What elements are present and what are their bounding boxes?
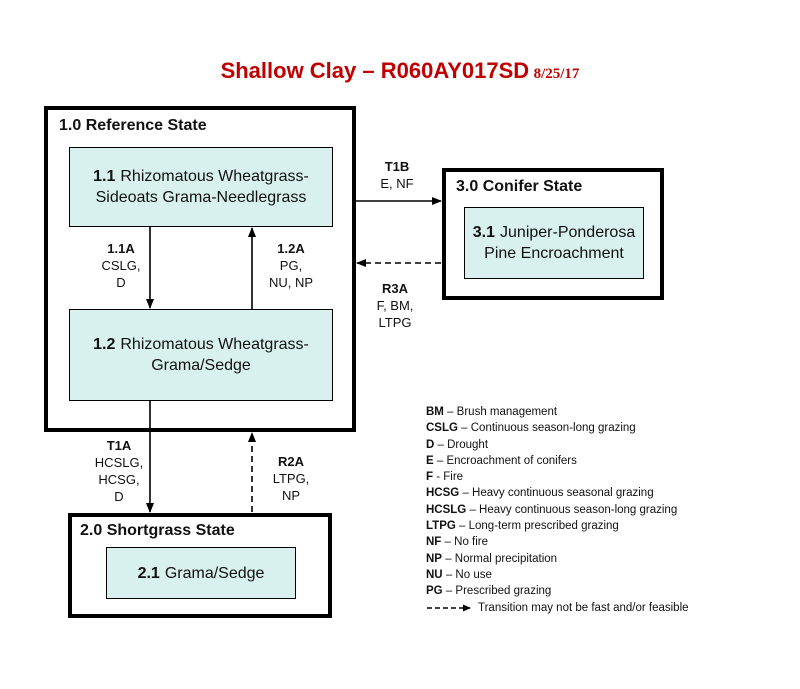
label-r2a-line2: NP xyxy=(281,488,301,503)
legend-item: HCSG – Heavy continuous seasonal grazing xyxy=(426,487,654,500)
community-3-1-number: 3.1 xyxy=(472,224,496,241)
label-t1a-line3: D xyxy=(114,489,124,504)
label-r2a-code: R2A xyxy=(277,454,304,469)
label-r3a-line1: F, BM, xyxy=(376,298,414,313)
community-1-1-name: Rhizomatous Wheatgrass-Sideoats Grama-Needlegrass xyxy=(95,168,309,206)
label-t1a xyxy=(84,437,154,505)
legend-item: F - Fire xyxy=(426,471,464,484)
label-r2a-line1: LTPG, xyxy=(272,471,310,486)
legend-item: HCSLG – Heavy continuous season-long grazing xyxy=(426,503,678,516)
label-r3a xyxy=(360,280,430,331)
label-1-1a-code: 1.1A xyxy=(107,241,135,256)
label-1-1a-line2: D xyxy=(116,275,126,290)
community-2-1-number: 2.1 xyxy=(137,564,160,582)
label-1-2a xyxy=(256,240,326,291)
label-t1b-code: T1B xyxy=(384,159,410,174)
label-1-2a-line2: NU, NP xyxy=(268,275,314,290)
reference-state-label: 1.0 Reference State xyxy=(59,117,207,134)
label-1-1a xyxy=(86,240,156,291)
title-main: Shallow Clay – R060AY017SD xyxy=(220,58,530,83)
label-r3a-line2: LTPG xyxy=(378,315,412,330)
label-1-1a-line1: CSLG, xyxy=(101,258,141,273)
legend-item: CSLG – Continuous season-long grazing xyxy=(426,422,636,435)
community-1-1-number: 1.1 xyxy=(93,168,116,185)
legend-dashed-note xyxy=(426,600,689,616)
label-t1b-line1: E, NF xyxy=(380,176,414,191)
community-3-1-name: Juniper-Ponderosa Pine Encroachment xyxy=(484,224,636,262)
label-t1a-line2: HCSG, xyxy=(98,472,140,487)
title-date: 8/25/17 xyxy=(533,66,580,82)
legend-item: NU – No use xyxy=(426,568,492,581)
label-r3a-code: R3A xyxy=(381,281,408,296)
legend xyxy=(426,404,689,616)
legend-item: NP – Normal precipitation xyxy=(426,552,558,565)
legend-item: PG – Prescribed grazing xyxy=(426,585,552,598)
legend-item: LTPG – Long-term prescribed grazing xyxy=(426,520,619,533)
legend-note-text: Transition may not be fast and/or feasible xyxy=(478,601,689,614)
community-1-2-number: 1.2 xyxy=(93,336,116,353)
community-1-2-name: Rhizomatous Wheatgrass-Grama/Sedge xyxy=(120,336,309,374)
dashed-arrow-icon xyxy=(426,603,472,613)
label-t1b xyxy=(362,158,432,192)
label-t1a-code: T1A xyxy=(106,438,132,453)
conifer-state-label: 3.0 Conifer State xyxy=(456,178,583,195)
label-r2a xyxy=(256,453,326,504)
legend-item: BM – Brush management xyxy=(426,406,558,418)
legend-item: NF – No fire xyxy=(426,536,489,549)
community-2-1-name: Grama/Sedge xyxy=(164,564,265,582)
legend-item: D – Drought xyxy=(426,438,489,451)
shortgrass-state-label: 2.0 Shortgrass State xyxy=(80,522,235,539)
label-1-2a-code: 1.2A xyxy=(277,241,305,256)
legend-item: E – Encroachment of conifers xyxy=(426,454,577,467)
label-t1a-line1: HCSLG, xyxy=(94,455,144,470)
label-1-2a-line1: PG, xyxy=(279,258,303,273)
